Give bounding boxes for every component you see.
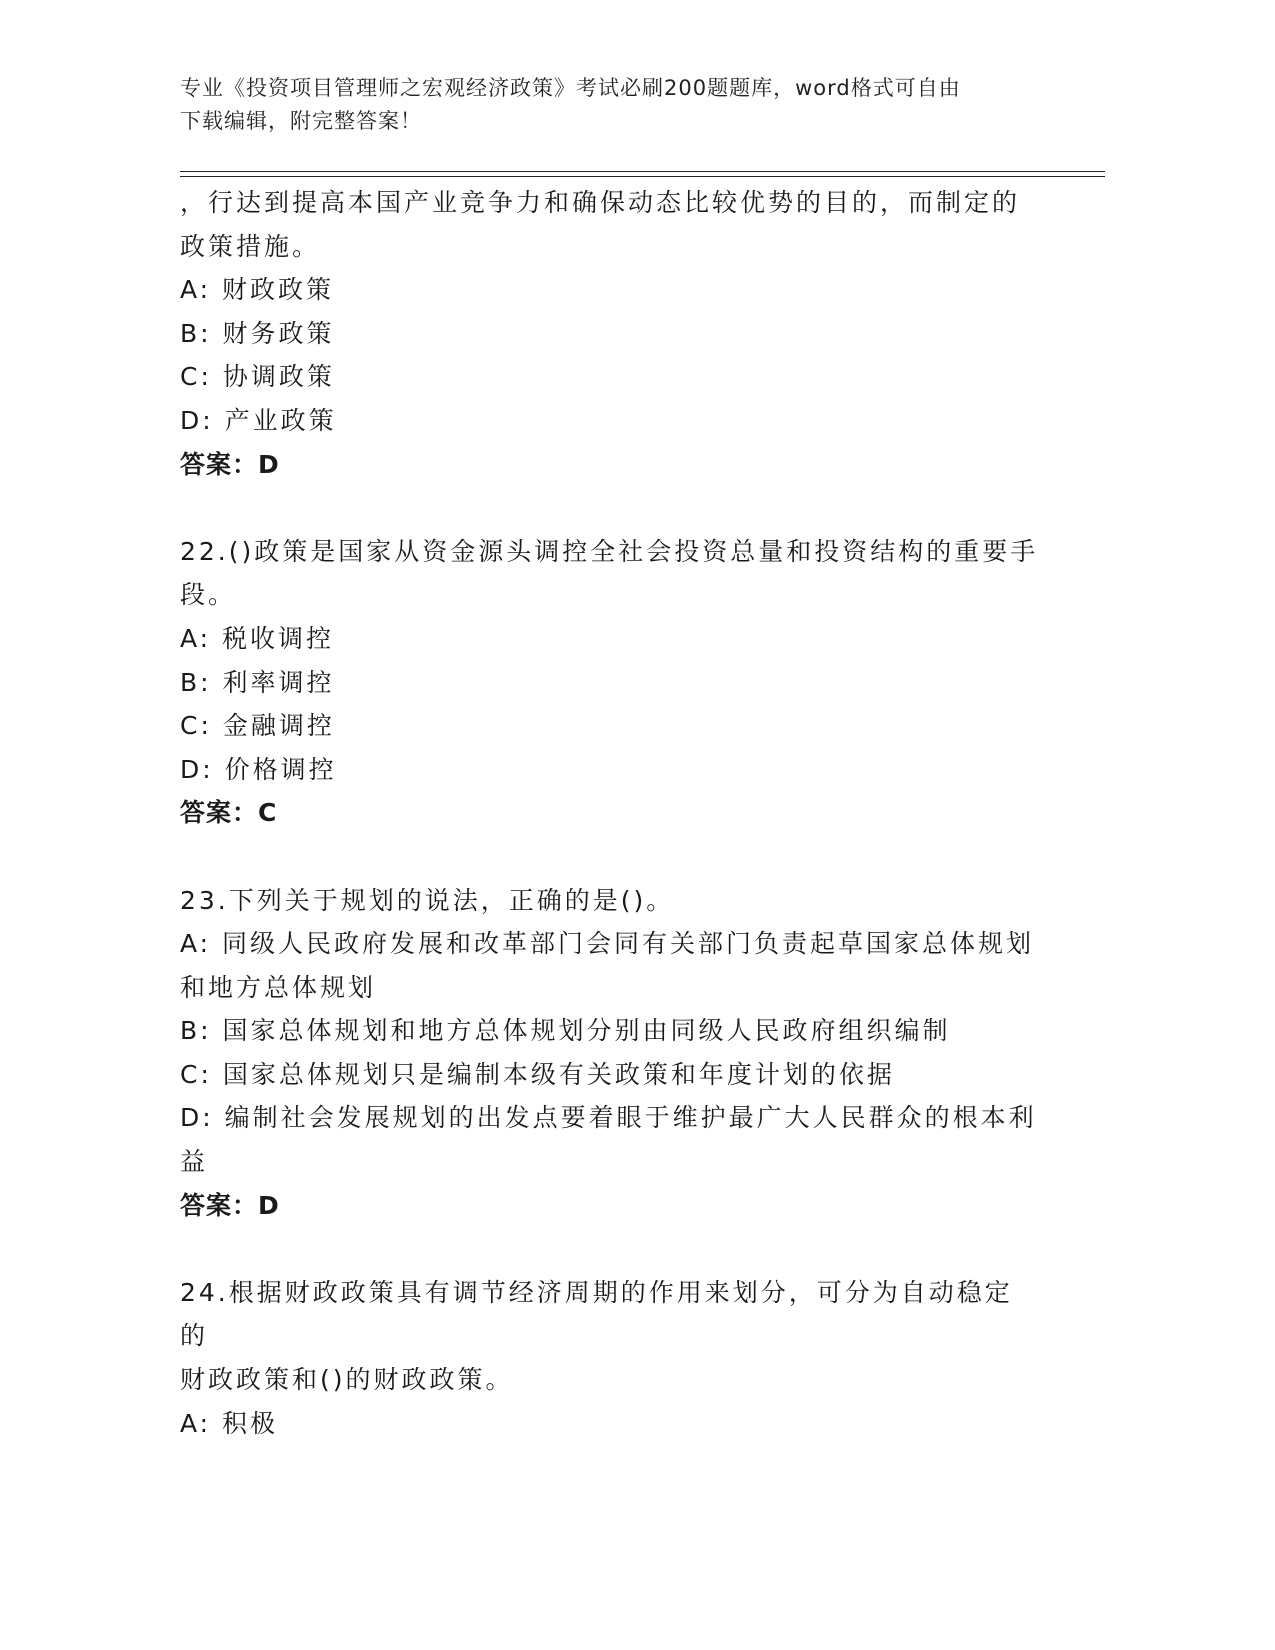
answer-line: 答案：C [180,798,278,828]
question-stem-line: 段。 [180,580,237,610]
header-rule-bottom [180,176,1105,177]
question-stem-line: 23.下列关于规划的说法，正确的是()。 [180,885,675,915]
option-c: C: 协调政策 [180,362,335,392]
answer-line: 答案：D [180,1190,280,1220]
page-header [180,72,1060,138]
answer-line: 答案：D [180,449,280,479]
question-23 [180,879,1040,1228]
spacer [180,486,1040,530]
document-body [180,181,1040,1445]
option-c: C: 国家总体规划只是编制本级有关政策和年度计划的依据 [180,1059,895,1089]
question-stem-line: 政策措施。 [180,231,321,261]
question-stem-line: 财政政策和()的财政政策。 [180,1365,514,1395]
option-c: C: 金融调控 [180,711,335,741]
header-rule-top [180,171,1105,172]
option-b: B: 财务政策 [180,318,335,348]
spacer [180,1227,1040,1271]
spacer [180,835,1040,879]
question-stem-line: ，行达到提高本国产业竞争力和确保动态比较优势的目的，而制定的 [180,188,1021,217]
option-a: A: 积极 [180,1408,279,1438]
option-a: A: 同级人民政府发展和改革部门会同有关部门负责起草国家总体规划 [180,929,1035,959]
option-b: B: 国家总体规划和地方总体规划分别由同级人民政府组织编制 [180,1016,951,1046]
option-a: A: 税收调控 [180,623,335,653]
option-d: D: 产业政策 [180,405,337,435]
option-a-continued: 和地方总体规划 [180,972,377,1002]
question-24 [180,1271,1040,1445]
option-d: D: 编制社会发展规划的出发点要着眼于维护最广大人民群众的根本利 [180,1103,1037,1133]
option-b: B: 利率调控 [180,667,335,697]
question-22 [180,530,1040,835]
question-continuation [180,181,1040,486]
option-d-continued: 益 [180,1147,209,1177]
question-stem-line: 22.()政策是国家从资金源头调控全社会投资总量和投资结构的重要手 [180,536,1039,566]
header-title-line-1: 专业《投资项目管理师之宏观经济政策》考试必刷200题题库，word格式可自由 [180,76,961,100]
option-d: D: 价格调控 [180,754,337,784]
header-title-line-2: 下载编辑，附完整答案！ [180,109,422,133]
question-stem-line: 24.根据财政政策具有调节经济周期的作用来划分，可分为自动稳定的 [180,1277,1013,1351]
option-a: A: 财政政策 [180,275,335,305]
